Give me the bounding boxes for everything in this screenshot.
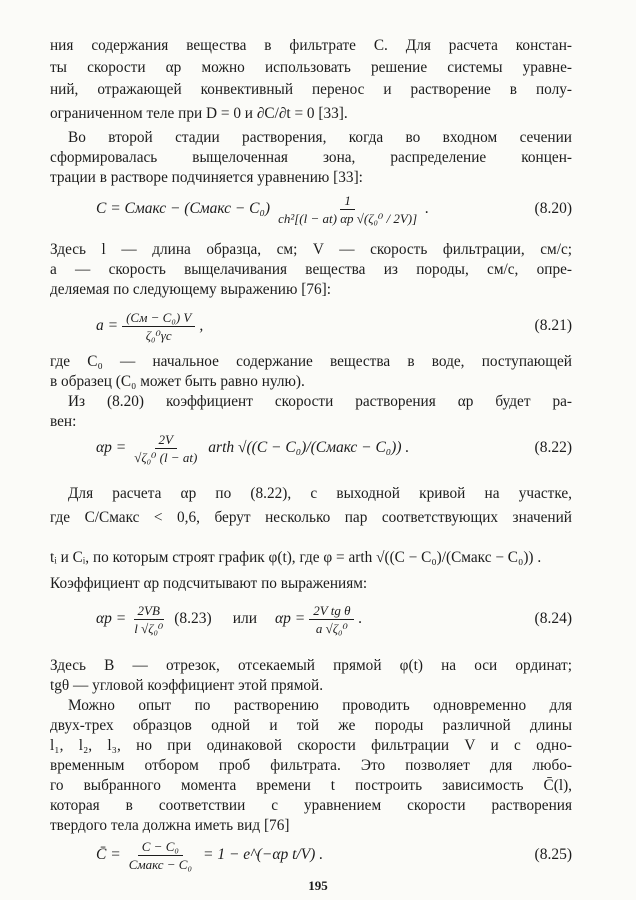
fraction-denominator: Cмакс − C₀ bbox=[128, 856, 192, 872]
text-line: a — скорость выщелачивания вещества из породы, см/с, опре- bbox=[50, 261, 572, 278]
text-line: l₁, l₂, l₃, но при одинаковой скорости фильтрации V и с одно- bbox=[50, 737, 572, 754]
equation-lhs: a = bbox=[96, 317, 119, 334]
equation-fraction bbox=[130, 603, 167, 636]
equation-lhs: αр = bbox=[96, 439, 127, 456]
equation-tail: . bbox=[425, 200, 430, 217]
text-line: Здесь l — длина образца, см; V — скорость фильтрации, см/с; bbox=[50, 241, 572, 258]
text-line: ты скорости αр можно использовать решение системы уравне- bbox=[50, 59, 572, 76]
text-line: трации в растворе подчиняется уравнению [33]: bbox=[50, 169, 363, 186]
text-line: ограниченном теле при D = 0 и ∂C/∂t = 0 [33]. bbox=[50, 105, 348, 122]
text-line: Можно опыт по растворению проводить одновременно для bbox=[68, 697, 572, 714]
equation-8-23-24 bbox=[96, 596, 572, 642]
equation-tail: , bbox=[199, 317, 204, 334]
equation-fraction bbox=[274, 193, 421, 226]
fraction-denominator: ζ₀⁰γс bbox=[145, 327, 172, 343]
equation-connector: или bbox=[232, 610, 258, 627]
equation-number: (8.24) bbox=[534, 610, 572, 627]
fraction-numerator: 1 bbox=[340, 193, 355, 210]
text-line: временным отбором проб фильтрата. Это позволяет для любо- bbox=[50, 757, 572, 774]
fraction-denominator: √ζ₀⁰ (l − at) bbox=[134, 449, 198, 465]
fraction-denominator: a √ζ₀⁰ bbox=[315, 620, 348, 636]
equation-8-22 bbox=[96, 426, 572, 470]
text-line: Из (8.20) коэффициент скорости растворения αр будет ра- bbox=[68, 393, 572, 410]
equation-fraction bbox=[309, 603, 354, 636]
equation-number: (8.20) bbox=[534, 200, 572, 217]
equation-fraction bbox=[122, 310, 195, 343]
equation-fraction bbox=[130, 432, 201, 465]
text-line: ния содержания вещества в фильтрате C. Для расчета констан- bbox=[50, 37, 572, 54]
text-line: твердого тела должна иметь вид [76] bbox=[50, 817, 290, 834]
equation-number: (8.23) bbox=[174, 610, 212, 627]
fraction-numerator: 2V bbox=[155, 432, 177, 449]
equation-8-20 bbox=[96, 188, 572, 230]
text-line: вен: bbox=[50, 413, 77, 430]
fraction-numerator: (Cм − C₀) V bbox=[122, 310, 195, 327]
equation-number: (8.22) bbox=[534, 439, 572, 456]
fraction-numerator: 2V tg θ bbox=[309, 603, 354, 620]
text-line: где C₀ — начальное содержание вещества в воде, поступающей bbox=[50, 353, 572, 370]
text-line: двух-трех образцов одной и той же породы различной длины bbox=[50, 717, 572, 734]
text-line: Коэффициент αр подсчитывают по выражениям: bbox=[50, 575, 368, 592]
fraction-numerator: 2VB bbox=[134, 603, 164, 620]
fraction-numerator: C − C₀ bbox=[138, 839, 183, 856]
fraction-denominator: ch²[(l − at) αр √(ζ₀⁰ / 2V)] bbox=[278, 210, 418, 226]
text-line: в образец (C₀ может быть равно нулю). bbox=[50, 373, 305, 390]
text-line: ний, отражающей конвективный перенос и растворение в полу- bbox=[50, 81, 572, 98]
equation-8-25 bbox=[96, 836, 572, 874]
equation-tail: arth √((C − C₀)/(Cмакс − C₀)) . bbox=[208, 439, 410, 456]
text-line: где C/Cмакс < 0,6, берут несколько пар соответствующих значений bbox=[50, 509, 572, 526]
text-line: которая в соответствии с уравнением скорости растворения bbox=[50, 797, 572, 814]
equation-lhs: C̄ = bbox=[96, 846, 121, 863]
equation-tail: . bbox=[358, 610, 363, 627]
text-line: tgθ — угловой коэффициент этой прямой. bbox=[50, 677, 324, 694]
equation-lhs: αр = bbox=[275, 610, 306, 627]
fraction-denominator: l √ζ₀⁰ bbox=[134, 620, 164, 636]
equation-number: (8.25) bbox=[534, 846, 572, 863]
text-line: сформировалась выщелоченная зона, распределение концен- bbox=[50, 149, 572, 166]
text-line: tᵢ и Cᵢ, по которым строят график φ(t), где φ = arth √((C − C₀)/(Cмакс − C₀)) . bbox=[50, 549, 542, 566]
equation-lhs: C = Cмакс − (Cмакс − C₀) bbox=[96, 200, 271, 217]
text-line: деляемая по следующему выражению [76]: bbox=[50, 281, 331, 298]
equation-tail: = 1 − e^(−αр t/V) . bbox=[202, 846, 324, 863]
page-number: 195 bbox=[308, 878, 328, 893]
equation-lhs: αр = bbox=[96, 610, 127, 627]
equation-8-21 bbox=[96, 306, 572, 346]
equation-number: (8.21) bbox=[534, 317, 572, 334]
equation-fraction bbox=[125, 839, 196, 872]
text-line: го выбранного момента времени t построить зависимость C̄(l), bbox=[50, 777, 572, 794]
text-line: Здесь B — отрезок, отсекаемый прямой φ(t) на оси ординат; bbox=[50, 657, 572, 674]
text-line: Для расчета αр по (8.22), с выходной кривой на участке, bbox=[68, 485, 572, 502]
text-line: Во второй стадии растворения, когда во входном сечении bbox=[68, 129, 572, 146]
